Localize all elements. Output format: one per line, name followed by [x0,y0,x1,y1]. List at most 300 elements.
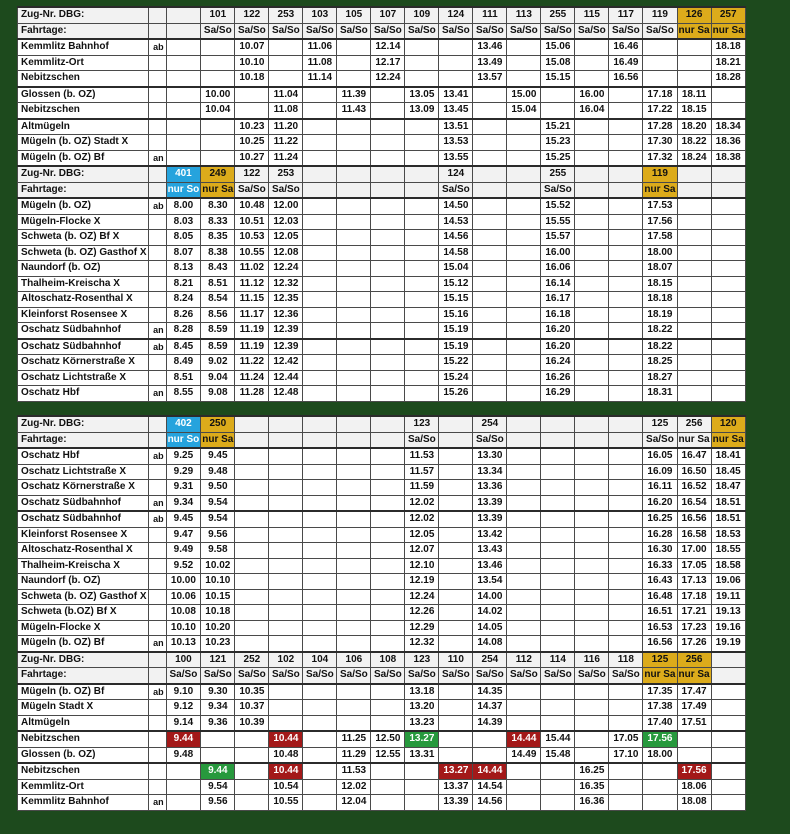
train-number: 108 [371,652,405,668]
departure-time [575,245,609,261]
departure-time [405,261,439,277]
departure-time: 11.14 [303,71,337,87]
departure-time: 14.02 [473,605,507,621]
departure-time [473,119,507,135]
departure-time [371,355,405,371]
departure-time: 16.14 [541,276,575,292]
departure-time [507,292,541,308]
station-name: Altoschatz-Rosenthal X [18,292,149,308]
operating-days [507,182,541,198]
timetable-row [18,198,746,214]
departure-time [371,135,405,151]
arrival-departure-marker [148,731,166,747]
departure-time: 12.50 [371,731,405,747]
station-name: Oschatz Südbahnhof [18,511,149,527]
departure-time: 9.54 [201,779,235,795]
label-train-number: Zug-Nr. DBG: [18,166,149,182]
operating-days [507,432,541,448]
arrival-departure-marker [148,55,166,71]
departure-time [405,39,439,55]
departure-time: 10.15 [201,589,235,605]
arrival-departure-marker [148,103,166,119]
departure-time [337,292,371,308]
departure-time [371,495,405,511]
operating-days: Sa/So [269,23,303,39]
train-number: 110 [439,652,473,668]
departure-time [609,355,643,371]
departure-time: 18.07 [643,261,677,277]
station-name: Kemmlitz-Ort [18,779,149,795]
departure-time [575,386,609,402]
departure-time [609,620,643,636]
departure-time [405,71,439,87]
departure-time [303,119,337,135]
departure-time: 12.14 [371,39,405,55]
departure-time [337,636,371,652]
departure-time: 13.54 [473,574,507,590]
departure-time: 16.29 [541,386,575,402]
departure-time: 9.34 [201,700,235,716]
departure-time: 18.25 [643,355,677,371]
departure-time: 12.02 [405,495,439,511]
departure-time [473,323,507,339]
departure-time [507,355,541,371]
departure-time: 8.24 [166,292,201,308]
departure-time [507,245,541,261]
departure-time: 13.31 [405,747,439,763]
departure-time: 12.04 [337,795,371,811]
departure-time [609,103,643,119]
departure-time: 9.29 [166,464,201,480]
departure-time [711,103,745,119]
train-number [473,166,507,182]
departure-time: 9.50 [201,480,235,496]
departure-time: 9.25 [166,448,201,464]
station-name: Mügeln-Flocke X [18,620,149,636]
station-name: Kemmlitz Bahnhof [18,39,149,55]
operating-days: Sa/So [541,668,575,684]
departure-time: 12.29 [405,620,439,636]
departure-time [371,386,405,402]
departure-time: 10.00 [201,87,235,103]
departure-time: 15.19 [439,339,473,355]
departure-time [371,276,405,292]
departure-time: 9.36 [201,715,235,731]
departure-time [337,370,371,386]
departure-time [269,574,303,590]
arrival-departure-marker [148,558,166,574]
train-number: 119 [643,7,677,23]
departure-time [711,370,745,386]
departure-time: 10.04 [201,103,235,119]
train-number: 112 [507,652,541,668]
departure-time: 17.10 [609,747,643,763]
departure-time: 8.21 [166,276,201,292]
departure-time: 13.43 [473,543,507,559]
departure-time: 16.56 [609,71,643,87]
operating-days: Sa/So [337,668,371,684]
departure-time: 9.58 [201,543,235,559]
departure-time: 16.30 [643,543,677,559]
departure-time [677,39,711,55]
operating-days: Sa/So [643,432,677,448]
departure-time: 16.56 [643,636,677,652]
timetable-row [18,135,746,151]
header-row-operating-days [18,23,746,39]
operating-days: nur Sa [643,182,677,198]
departure-time [439,543,473,559]
departure-time [337,574,371,590]
operating-days: Sa/So [371,23,405,39]
departure-time: 12.24 [269,261,303,277]
departure-time [575,261,609,277]
departure-time [439,511,473,527]
departure-time: 15.52 [541,198,575,214]
station-name: Oschatz Lichtstraße X [18,370,149,386]
departure-time: 15.26 [439,386,473,402]
station-name: Oschatz Körnerstraße X [18,480,149,496]
departure-time: 15.23 [541,135,575,151]
departure-time [371,480,405,496]
station-name: Oschatz Lichtstraße X [18,464,149,480]
departure-time: 17.18 [677,589,711,605]
departure-time [473,230,507,246]
train-number [371,166,405,182]
departure-time: 17.51 [677,715,711,731]
departure-time [541,103,575,119]
departure-time: 11.59 [405,480,439,496]
departure-time [541,700,575,716]
departure-time: 15.12 [439,276,473,292]
departure-time [269,620,303,636]
departure-time [609,527,643,543]
departure-time [439,731,473,747]
departure-time [575,55,609,71]
departure-time [541,448,575,464]
departure-time: 18.18 [643,292,677,308]
station-name: Schweta (b. OZ) Bf X [18,230,149,246]
departure-time [541,795,575,811]
operating-days: Sa/So [439,668,473,684]
departure-time: 18.36 [711,135,745,151]
departure-time [371,339,405,355]
departure-time [541,558,575,574]
departure-time: 10.18 [235,71,269,87]
departure-time [235,558,269,574]
header-spacer [148,166,166,182]
departure-time [439,620,473,636]
operating-days: Sa/So [507,23,541,39]
departure-time: 11.12 [235,276,269,292]
departure-time [371,511,405,527]
departure-time [235,527,269,543]
departure-time [201,747,235,763]
departure-time [609,292,643,308]
departure-time: 16.43 [643,574,677,590]
train-number [711,652,745,668]
operating-days: Sa/So [473,432,507,448]
departure-time [609,589,643,605]
timetable-row [18,589,746,605]
train-number: 101 [201,7,235,23]
departure-time [575,589,609,605]
departure-time: 11.53 [405,448,439,464]
departure-time [575,495,609,511]
departure-time [337,119,371,135]
departure-time: 9.14 [166,715,201,731]
label-operating-days: Fahrtage: [18,23,149,39]
label-train-number: Zug-Nr. DBG: [18,652,149,668]
departure-time: 11.29 [337,747,371,763]
timetable-row [18,700,746,716]
departure-time [473,386,507,402]
departure-time [371,370,405,386]
departure-time [711,386,745,402]
operating-days [337,432,371,448]
departure-time [473,214,507,230]
departure-time [677,355,711,371]
departure-time: 18.22 [643,323,677,339]
departure-time: 13.45 [439,103,473,119]
departure-time [201,71,235,87]
departure-time [575,574,609,590]
departure-time [541,636,575,652]
departure-time [269,605,303,621]
departure-time [507,558,541,574]
arrival-departure-marker: ab [148,511,166,527]
train-number: 253 [269,166,303,182]
departure-time [541,543,575,559]
departure-time [371,292,405,308]
train-number [371,416,405,432]
departure-time: 14.53 [439,214,473,230]
departure-time [303,245,337,261]
departure-time: 16.58 [677,527,711,543]
departure-time [235,480,269,496]
departure-time: 12.32 [405,636,439,652]
operating-days: nur Sa [677,23,711,39]
timetable-row [18,150,746,166]
departure-time [575,747,609,763]
timetable-bottom [17,415,746,811]
operating-days [303,182,337,198]
departure-time [303,715,337,731]
departure-time [337,480,371,496]
departure-time: 13.51 [439,119,473,135]
departure-time [166,71,201,87]
departure-time [609,480,643,496]
departure-time: 18.06 [677,779,711,795]
departure-time [337,605,371,621]
operating-days [166,23,201,39]
departure-time: 10.20 [201,620,235,636]
departure-time: 15.44 [541,731,575,747]
departure-time [303,747,337,763]
departure-time: 11.22 [235,355,269,371]
operating-days [609,432,643,448]
station-name: Nebitzschen [18,103,149,119]
departure-time: 9.45 [201,448,235,464]
operating-days: nur Sa [677,668,711,684]
departure-time: 17.56 [677,763,711,779]
departure-time: 12.32 [269,276,303,292]
train-number: 257 [711,7,745,23]
train-number [303,416,337,432]
departure-time: 18.34 [711,119,745,135]
departure-time: 10.13 [166,636,201,652]
departure-time [609,119,643,135]
departure-time [575,355,609,371]
station-name: Naundorf (b. OZ) [18,261,149,277]
timetable-row [18,684,746,700]
departure-time [337,39,371,55]
departure-time: 13.39 [473,511,507,527]
train-number: 402 [166,416,201,432]
departure-time: 15.16 [439,307,473,323]
station-name: Altmügeln [18,715,149,731]
departure-time [575,684,609,700]
operating-days [541,432,575,448]
departure-time: 14.56 [473,795,507,811]
station-name: Mügeln (b. OZ) Bf [18,684,149,700]
train-number: 111 [473,7,507,23]
departure-time: 16.20 [541,323,575,339]
arrival-departure-marker: an [148,323,166,339]
arrival-departure-marker: ab [148,684,166,700]
departure-time: 19.11 [711,589,745,605]
timetable-row [18,779,746,795]
operating-days: nur Sa [201,432,235,448]
departure-time: 18.27 [643,370,677,386]
departure-time [235,589,269,605]
departure-time [337,339,371,355]
departure-time [371,795,405,811]
departure-time: 14.50 [439,198,473,214]
departure-time: 11.53 [337,763,371,779]
timetable-row [18,511,746,527]
departure-time [303,323,337,339]
station-name: Mügeln-Flocke X [18,214,149,230]
departure-time: 11.20 [269,119,303,135]
departure-time [303,135,337,151]
departure-time: 16.28 [643,527,677,543]
train-number: 117 [609,7,643,23]
departure-time [677,71,711,87]
departure-time [711,355,745,371]
train-number [507,166,541,182]
departure-time: 18.19 [643,307,677,323]
timetable-row [18,558,746,574]
departure-time: 16.52 [677,480,711,496]
departure-time [711,245,745,261]
departure-time: 15.22 [439,355,473,371]
train-number: 116 [575,652,609,668]
station-name: Mügeln (b. OZ) Bf [18,150,149,166]
departure-time [303,370,337,386]
departure-time: 12.05 [269,230,303,246]
train-number: 121 [201,652,235,668]
departure-time: 18.38 [711,150,745,166]
departure-time [303,448,337,464]
departure-time: 15.04 [507,103,541,119]
departure-time [473,276,507,292]
departure-time: 10.37 [235,700,269,716]
station-name: Altoschatz-Rosenthal X [18,543,149,559]
operating-days: Sa/So [269,668,303,684]
departure-time [473,339,507,355]
departure-time [303,605,337,621]
departure-time [575,339,609,355]
departure-time [303,103,337,119]
departure-time: 12.39 [269,339,303,355]
departure-time: 8.05 [166,230,201,246]
arrival-departure-marker: ab [148,198,166,214]
departure-time [405,214,439,230]
departure-time [201,731,235,747]
operating-days [405,182,439,198]
departure-time: 15.19 [439,323,473,339]
departure-time [473,245,507,261]
departure-time [439,589,473,605]
departure-time [303,480,337,496]
timetable-row [18,339,746,355]
departure-time [473,135,507,151]
departure-time: 10.48 [235,198,269,214]
departure-time [541,779,575,795]
operating-days: Sa/So [439,23,473,39]
arrival-departure-marker [148,370,166,386]
departure-time [609,448,643,464]
operating-days [575,432,609,448]
departure-time [371,103,405,119]
departure-time: 16.00 [575,87,609,103]
operating-days: nur So [166,182,201,198]
departure-time [711,87,745,103]
departure-time [166,39,201,55]
departure-time [609,543,643,559]
timetable-row [18,119,746,135]
departure-time: 10.06 [166,589,201,605]
departure-time [269,71,303,87]
train-number [439,416,473,432]
train-number [677,166,711,182]
departure-time [473,198,507,214]
departure-time [235,795,269,811]
departure-time [235,103,269,119]
departure-time [337,135,371,151]
station-name: Mügeln (b. OZ) [18,198,149,214]
departure-time: 13.27 [405,731,439,747]
arrival-departure-marker [148,543,166,559]
departure-time [473,355,507,371]
departure-time [541,589,575,605]
departure-time [677,370,711,386]
departure-time: 9.02 [201,355,235,371]
departure-time [405,245,439,261]
departure-time [235,605,269,621]
timetable-row [18,731,746,747]
departure-time: 16.05 [643,448,677,464]
departure-time [269,700,303,716]
operating-days: nur Sa [711,432,745,448]
operating-days: Sa/So [541,23,575,39]
timetable-row [18,480,746,496]
train-number: 252 [235,652,269,668]
operating-days: nur Sa [677,432,711,448]
departure-time [609,605,643,621]
operating-days [473,182,507,198]
departure-time: 8.51 [166,370,201,386]
